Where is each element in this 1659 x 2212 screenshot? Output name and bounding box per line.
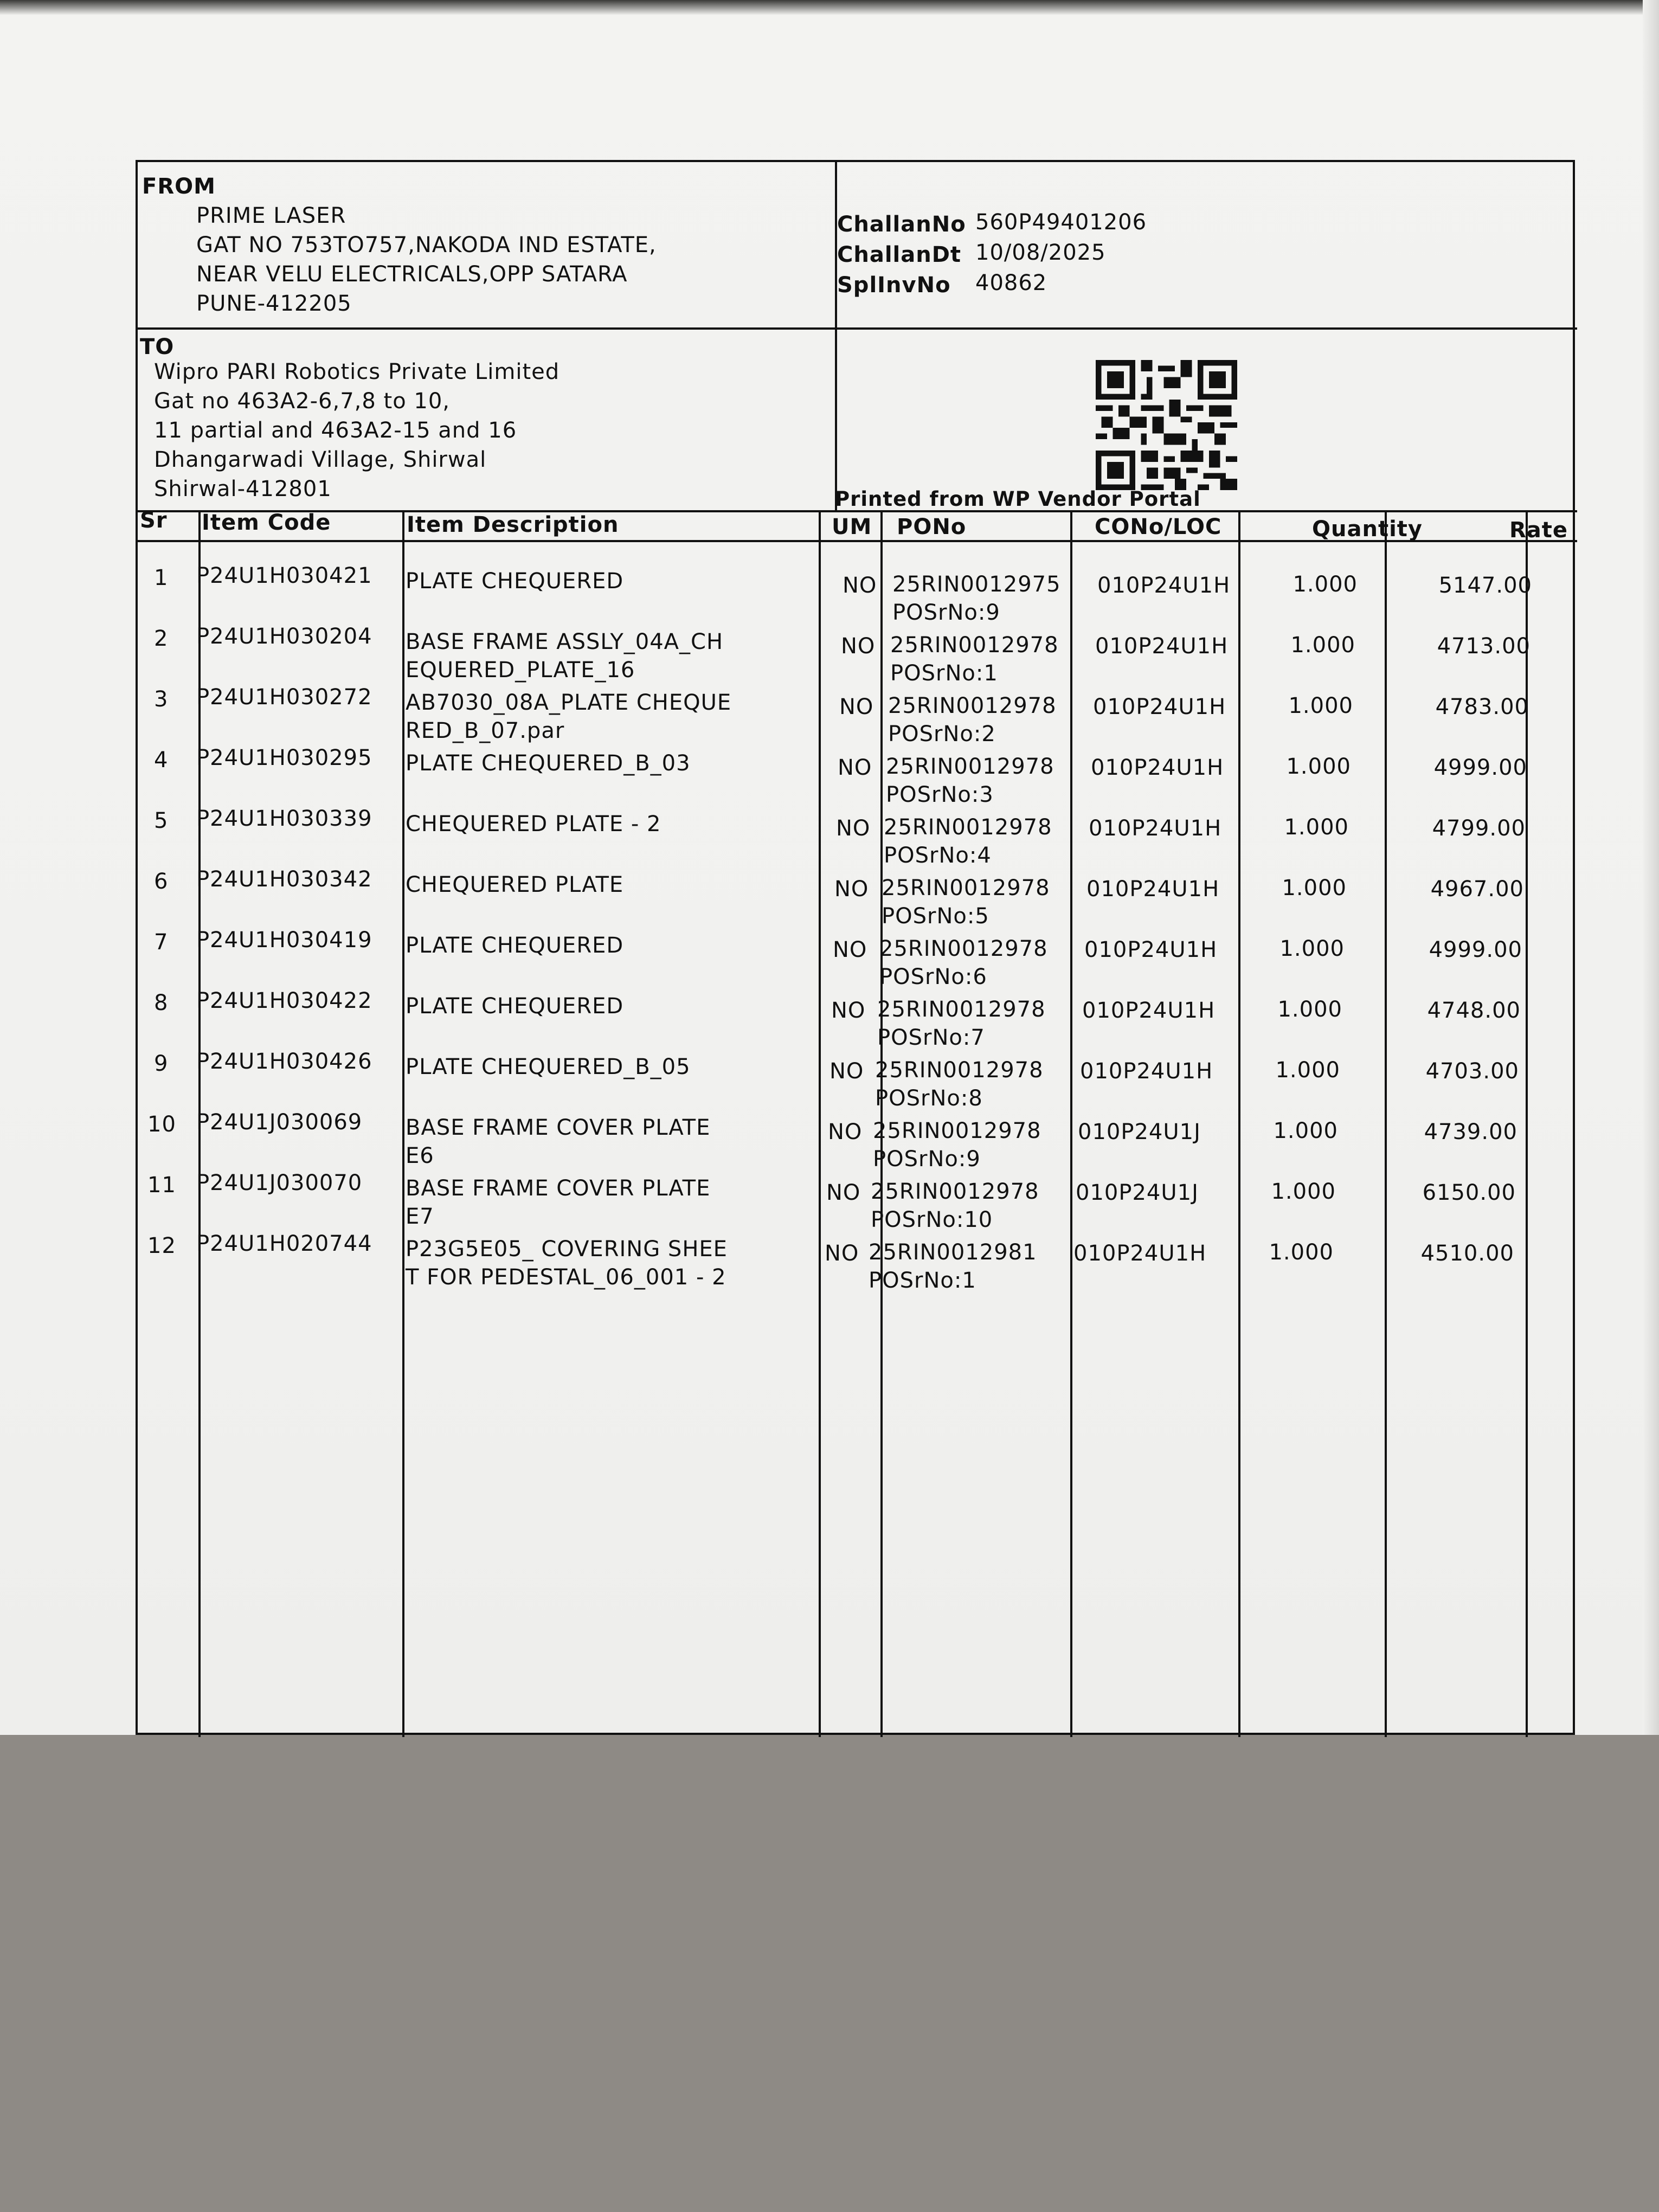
cell-rate: 4999.00 bbox=[1433, 755, 1527, 780]
cell-quantity: 1.000 bbox=[1293, 572, 1358, 597]
spl-inv-value: 40862 bbox=[975, 271, 1047, 295]
cell-item-code: P24U1H030339 bbox=[196, 806, 372, 831]
to-line-5: Shirwal-412801 bbox=[154, 477, 332, 501]
table-row bbox=[138, 563, 1577, 624]
cell-pono: 25RIN0012978 bbox=[890, 633, 1059, 658]
cell-item-code: P24U1H030204 bbox=[196, 624, 372, 649]
to-line-4: Dhangarwadi Village, Shirwal bbox=[154, 447, 487, 472]
delivery-challan-form bbox=[136, 160, 1575, 1735]
to-label: TO bbox=[140, 335, 175, 359]
cell-item-code: P24U1H030426 bbox=[196, 1049, 372, 1074]
rule-from-to bbox=[138, 327, 1577, 330]
cell-quantity: 1.000 bbox=[1275, 1058, 1340, 1083]
cell-rate: 4748.00 bbox=[1427, 998, 1521, 1023]
cell-item-description-cont: T FOR PEDESTAL_06_001 - 2 bbox=[406, 1265, 726, 1290]
table-row bbox=[138, 867, 1577, 928]
cell-item-description: BASE FRAME COVER PLATE bbox=[406, 1115, 711, 1140]
from-label: FROM bbox=[142, 174, 216, 199]
cell-um: NO bbox=[838, 755, 872, 780]
table-row bbox=[138, 806, 1577, 867]
cell-item-description: PLATE CHEQUERED bbox=[406, 994, 624, 1019]
cell-item-code: P24U1H030272 bbox=[196, 685, 372, 710]
cell-sr: 11 bbox=[147, 1173, 176, 1198]
cell-posrno: POSrNo:1 bbox=[890, 661, 998, 686]
cell-sr: 12 bbox=[147, 1233, 176, 1258]
cell-quantity: 1.000 bbox=[1271, 1179, 1336, 1204]
cell-cono-loc: 010P24U1H bbox=[1095, 634, 1229, 659]
spl-inv-label: SplInvNo bbox=[837, 273, 951, 298]
cell-sr: 1 bbox=[154, 565, 169, 590]
cell-um: NO bbox=[828, 1120, 863, 1144]
cell-item-description: BASE FRAME COVER PLATE bbox=[406, 1176, 711, 1201]
to-line-1: Wipro PARI Robotics Private Limited bbox=[154, 359, 560, 384]
to-line-3: 11 partial and 463A2-15 and 16 bbox=[154, 418, 517, 443]
cell-cono-loc: 010P24U1J bbox=[1078, 1120, 1201, 1144]
cell-posrno: POSrNo:10 bbox=[871, 1207, 993, 1232]
cell-posrno: POSrNo:4 bbox=[884, 843, 992, 868]
cell-cono-loc: 010P24U1H bbox=[1086, 877, 1220, 902]
header-cono-loc: CONo/LOC bbox=[1095, 515, 1222, 539]
cell-posrno: POSrNo:8 bbox=[875, 1086, 983, 1111]
cell-posrno: POSrNo:5 bbox=[882, 904, 989, 929]
table-row bbox=[138, 988, 1577, 1049]
cell-quantity: 1.000 bbox=[1284, 815, 1349, 840]
cell-quantity: 1.000 bbox=[1277, 997, 1342, 1022]
cell-cono-loc: 010P24U1H bbox=[1091, 755, 1224, 780]
header-quantity: Quantity bbox=[1312, 517, 1423, 542]
cell-quantity: 1.000 bbox=[1273, 1118, 1338, 1143]
cell-item-code: P24U1J030070 bbox=[196, 1171, 363, 1195]
cell-item-code: P24U1H030421 bbox=[196, 563, 372, 588]
cell-item-description-cont: EQUERED_PLATE_16 bbox=[406, 658, 635, 683]
cell-cono-loc: 010P24U1H bbox=[1082, 998, 1216, 1023]
cell-item-description: BASE FRAME ASSLY_04A_CH bbox=[406, 629, 724, 654]
cell-quantity: 1.000 bbox=[1288, 693, 1353, 718]
header-um: UM bbox=[832, 515, 872, 539]
cell-cono-loc: 010P24U1H bbox=[1084, 937, 1218, 962]
from-line-3: NEAR VELU ELECTRICALS,OPP SATARA bbox=[196, 262, 628, 287]
cell-sr: 9 bbox=[154, 1051, 169, 1076]
cell-rate: 4799.00 bbox=[1432, 816, 1526, 841]
cell-item-description: PLATE CHEQUERED bbox=[406, 569, 624, 594]
cell-rate: 4739.00 bbox=[1424, 1120, 1517, 1144]
cell-um: NO bbox=[833, 937, 867, 962]
cell-quantity: 1.000 bbox=[1279, 936, 1345, 961]
to-line-2: Gat no 463A2-6,7,8 to 10, bbox=[154, 389, 451, 414]
cell-um: NO bbox=[836, 816, 871, 841]
cell-cono-loc: 010P24U1H bbox=[1089, 816, 1222, 841]
cell-um: NO bbox=[841, 634, 876, 659]
from-line-1: PRIME LASER bbox=[196, 203, 346, 228]
cell-cono-loc: 010P24U1H bbox=[1080, 1059, 1213, 1084]
cell-sr: 8 bbox=[154, 991, 169, 1015]
cell-pono: 25RIN0012978 bbox=[877, 997, 1046, 1022]
paper-right-edge bbox=[1643, 0, 1659, 1735]
cell-item-description: PLATE CHEQUERED_B_05 bbox=[406, 1054, 691, 1079]
cell-pono: 25RIN0012978 bbox=[875, 1058, 1044, 1083]
cell-cono-loc: 010P24U1H bbox=[1073, 1241, 1207, 1266]
cell-pono: 25RIN0012978 bbox=[873, 1118, 1041, 1143]
cell-pono: 25RIN0012978 bbox=[888, 693, 1057, 718]
cell-item-code: P24U1H030422 bbox=[196, 988, 372, 1013]
header-pono: PONo bbox=[897, 515, 967, 539]
cell-quantity: 1.000 bbox=[1290, 633, 1355, 658]
cell-sr: 5 bbox=[154, 808, 169, 833]
cell-posrno: POSrNo:3 bbox=[886, 782, 994, 807]
cell-item-description: CHEQUERED PLATE - 2 bbox=[406, 812, 661, 837]
cell-posrno: POSrNo:6 bbox=[879, 964, 987, 989]
cell-item-description-cont: E6 bbox=[406, 1143, 434, 1168]
table-row bbox=[138, 745, 1577, 806]
header-item-code: Item Code bbox=[202, 510, 331, 535]
cell-pono: 25RIN0012978 bbox=[882, 876, 1050, 901]
cell-item-description-cont: E7 bbox=[406, 1204, 434, 1229]
challan-date-label: ChallanDt bbox=[837, 242, 962, 267]
header-sr: Sr bbox=[140, 508, 168, 533]
cell-sr: 6 bbox=[154, 869, 169, 894]
cell-posrno: POSrNo:1 bbox=[869, 1268, 976, 1293]
cell-um: NO bbox=[826, 1180, 861, 1205]
cell-pono: 25RIN0012975 bbox=[892, 572, 1061, 597]
cell-sr: 7 bbox=[154, 930, 169, 955]
from-line-4: PUNE-412205 bbox=[196, 291, 352, 316]
cell-cono-loc: 010P24U1H bbox=[1093, 695, 1226, 719]
cell-rate: 4999.00 bbox=[1429, 937, 1522, 962]
cell-rate: 4713.00 bbox=[1437, 634, 1531, 659]
cell-pono: 25RIN0012978 bbox=[886, 754, 1054, 779]
cell-pono: 25RIN0012981 bbox=[869, 1240, 1037, 1265]
cell-sr: 10 bbox=[147, 1112, 176, 1137]
cell-item-description: PLATE CHEQUERED_B_03 bbox=[406, 751, 691, 776]
cell-sr: 3 bbox=[154, 687, 169, 712]
header-rate: Rate bbox=[1509, 518, 1568, 543]
cell-rate: 4510.00 bbox=[1420, 1241, 1514, 1266]
cell-cono-loc: 010P24U1J bbox=[1076, 1180, 1199, 1205]
cell-item-description: P23G5E05_ COVERING SHEE bbox=[406, 1237, 728, 1262]
cell-um: NO bbox=[825, 1241, 859, 1266]
table-row bbox=[138, 1110, 1577, 1171]
cell-rate: 4703.00 bbox=[1425, 1059, 1519, 1084]
cell-item-code: P24U1H030295 bbox=[196, 745, 372, 770]
table-row bbox=[138, 1171, 1577, 1231]
cell-rate: 5147.00 bbox=[1438, 573, 1532, 598]
table-row bbox=[138, 685, 1577, 745]
cell-sr: 2 bbox=[154, 626, 169, 651]
cell-item-description: AB7030_08A_PLATE CHEQUE bbox=[406, 690, 732, 715]
table-row bbox=[138, 1231, 1577, 1292]
cell-item-description: PLATE CHEQUERED bbox=[406, 933, 624, 958]
cell-rate: 4967.00 bbox=[1430, 877, 1524, 902]
cell-rate: 4783.00 bbox=[1435, 695, 1529, 719]
table-row bbox=[138, 1049, 1577, 1110]
cell-um: NO bbox=[839, 695, 874, 719]
paper-top-shadow bbox=[0, 0, 1659, 15]
table-row bbox=[138, 624, 1577, 685]
challan-no-label: ChallanNo bbox=[837, 212, 966, 237]
cell-item-description-cont: RED_B_07.par bbox=[406, 718, 565, 743]
cell-item-code: P24U1H020744 bbox=[196, 1231, 372, 1256]
cell-item-code: P24U1H030419 bbox=[196, 928, 372, 953]
challan-no-value: 560P49401206 bbox=[975, 210, 1147, 235]
cell-sr: 4 bbox=[154, 748, 169, 773]
cell-um: NO bbox=[829, 1059, 864, 1084]
header-item-description: Item Description bbox=[407, 512, 619, 537]
cell-quantity: 1.000 bbox=[1269, 1240, 1334, 1265]
portal-note: Printed from WP Vendor Portal bbox=[835, 487, 1201, 511]
cell-item-description: CHEQUERED PLATE bbox=[406, 872, 624, 897]
cell-um: NO bbox=[843, 573, 877, 598]
cell-um: NO bbox=[834, 877, 869, 902]
cell-quantity: 1.000 bbox=[1286, 754, 1351, 779]
cell-rate: 6150.00 bbox=[1422, 1180, 1516, 1205]
challan-date-value: 10/08/2025 bbox=[975, 240, 1106, 265]
cell-quantity: 1.000 bbox=[1282, 876, 1347, 901]
cell-item-code: P24U1J030069 bbox=[196, 1110, 363, 1135]
cell-um: NO bbox=[831, 998, 866, 1023]
table-row bbox=[138, 928, 1577, 988]
cell-pono: 25RIN0012978 bbox=[879, 936, 1048, 961]
cell-item-code: P24U1H030342 bbox=[196, 867, 372, 892]
cell-posrno: POSrNo:7 bbox=[877, 1025, 985, 1050]
cell-cono-loc: 010P24U1H bbox=[1097, 573, 1231, 598]
cell-posrno: POSrNo:9 bbox=[892, 600, 1000, 625]
from-line-2: GAT NO 753TO757,NAKODA IND ESTATE, bbox=[196, 233, 657, 258]
cell-posrno: POSrNo:2 bbox=[888, 722, 996, 747]
cell-pono: 25RIN0012978 bbox=[884, 815, 1052, 840]
qr-code bbox=[1095, 360, 1238, 490]
cell-posrno: POSrNo:9 bbox=[873, 1147, 981, 1172]
cell-pono: 25RIN0012978 bbox=[871, 1179, 1039, 1204]
